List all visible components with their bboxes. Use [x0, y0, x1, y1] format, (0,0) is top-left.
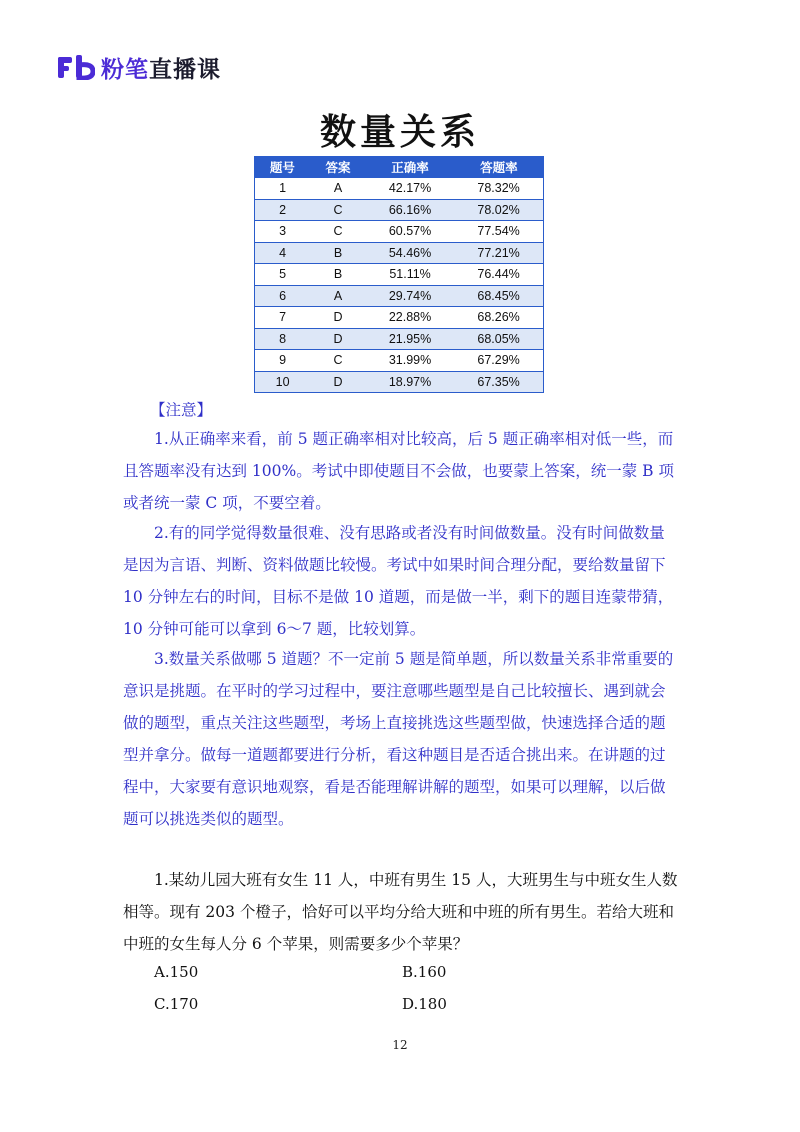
notes-line: 3.数量关系做哪 5 道题？不一定前 5 题是简单题，所以数量关系非常重要的: [154, 650, 674, 668]
option-a: A.150: [154, 963, 199, 981]
cell-answer: D: [310, 328, 366, 350]
cell-answer: B: [310, 242, 366, 264]
cell-accuracy: 29.74%: [366, 285, 454, 307]
table-row: [255, 264, 544, 286]
option-b: B.160: [402, 963, 447, 981]
cell-answer-rate: 68.05%: [454, 328, 543, 350]
notes-heading: 【注意】: [150, 401, 213, 419]
cell-accuracy: 42.17%: [366, 178, 454, 200]
cell-no: 9: [255, 350, 311, 372]
notes-line: 意识是挑题。在平时的学习过程中，要注意哪些题型是自己比较擅长、遇到就会: [123, 682, 666, 700]
cell-answer: C: [310, 221, 366, 243]
cell-answer: A: [310, 285, 366, 307]
table-row: [255, 221, 544, 243]
notes-paragraph-3: [123, 643, 683, 835]
option-d: D.180: [402, 995, 447, 1013]
notes-line: 10 分钟可能可以拿到 6～7 题，比较划算。: [123, 620, 426, 638]
notes-line: 题可以挑选类似的题型。: [123, 810, 294, 828]
cell-no: 10: [255, 371, 311, 393]
table-row: [255, 199, 544, 221]
cell-answer-rate: 78.02%: [454, 199, 543, 221]
brand-name: 粉笔直播课: [101, 56, 221, 83]
notes-line: 或者统一蒙 C 项，不要空着。: [123, 494, 331, 512]
cell-answer: D: [310, 371, 366, 393]
stats-table: [254, 156, 544, 393]
table-row: [255, 350, 544, 372]
cell-no: 5: [255, 264, 311, 286]
notes-line: 是因为言语、判断、资料做题比较慢。考试中如果时间合理分配，要给数量留下: [123, 556, 666, 574]
cell-answer-rate: 78.32%: [454, 178, 543, 200]
cell-no: 2: [255, 199, 311, 221]
cell-answer: C: [310, 199, 366, 221]
table-row: [255, 328, 544, 350]
notes-line: 10 分钟左右的时间，目标不是做 10 道题，而是做一半，剩下的题目连蒙带猜，: [123, 588, 674, 606]
notes-paragraph-1: [123, 423, 683, 519]
cell-accuracy: 31.99%: [366, 350, 454, 372]
brand-logo: [57, 52, 221, 82]
cell-accuracy: 18.97%: [366, 371, 454, 393]
question-line: 相等。现有 203 个橙子，恰好可以平均分给大班和中班的所有男生。若给大班和: [123, 903, 674, 921]
cell-answer-rate: 67.29%: [454, 350, 543, 372]
header-answer-rate: 答题率: [454, 157, 543, 178]
section-title: 数量关系: [319, 112, 480, 153]
cell-no: 1: [255, 178, 311, 200]
cell-no: 3: [255, 221, 311, 243]
cell-accuracy: 66.16%: [366, 199, 454, 221]
table-row: [255, 178, 544, 200]
question-line: 1.某幼儿园大班有女生 11 人，中班有男生 15 人，大班男生与中班女生人数: [154, 871, 678, 889]
table-row: [255, 242, 544, 264]
fb-logo-icon: [57, 54, 95, 80]
cell-answer-rate: 67.35%: [454, 371, 543, 393]
question-1: [123, 864, 683, 960]
cell-answer-rate: 77.21%: [454, 242, 543, 264]
notes-line: 2.有的同学觉得数量很难、没有思路或者没有时间做数量。没有时间做数量: [154, 524, 665, 542]
cell-answer: A: [310, 178, 366, 200]
cell-answer: C: [310, 350, 366, 372]
cell-accuracy: 54.46%: [366, 242, 454, 264]
cell-answer: D: [310, 307, 366, 329]
table-row: [255, 285, 544, 307]
header-accuracy: 正确率: [366, 157, 454, 178]
notes-paragraph-2: [123, 517, 683, 645]
cell-no: 4: [255, 242, 311, 264]
cell-no: 7: [255, 307, 311, 329]
cell-answer-rate: 77.54%: [454, 221, 543, 243]
table-header-row: [255, 157, 544, 178]
cell-answer-rate: 68.26%: [454, 307, 543, 329]
notes-line: 型并拿分。做每一道题都要进行分析，看这种题目是否适合挑出来。在讲题的过: [123, 746, 666, 764]
cell-accuracy: 21.95%: [366, 328, 454, 350]
question-line: 中班的女生每人分 6 个苹果，则需要多少个苹果？: [123, 935, 469, 953]
cell-accuracy: 22.88%: [366, 307, 454, 329]
notes-line: 程中，大家要有意识地观察，看是否能理解讲解的题型，如果可以理解，以后做: [123, 778, 666, 796]
table-row: [255, 307, 544, 329]
cell-accuracy: 60.57%: [366, 221, 454, 243]
cell-accuracy: 51.11%: [366, 264, 454, 286]
notes-line: 且答题率没有达到 100%。考试中即使题目不会做，也要蒙上答案，统一蒙 B 项: [123, 462, 674, 480]
cell-no: 6: [255, 285, 311, 307]
notes-line: 做的题型，重点关注这些题型，考场上直接挑选这些题型做，快速选择合适的题: [123, 714, 666, 732]
header-answer: 答案: [310, 157, 366, 178]
cell-answer-rate: 76.44%: [454, 264, 543, 286]
header-question-no: 题号: [255, 157, 311, 178]
cell-answer: B: [310, 264, 366, 286]
table-row: [255, 371, 544, 393]
page-number: 12: [392, 1038, 408, 1052]
cell-no: 8: [255, 328, 311, 350]
cell-answer-rate: 68.45%: [454, 285, 543, 307]
option-c: C.170: [154, 995, 199, 1013]
notes-line: 1.从正确率来看，前 5 题正确率相对比较高，后 5 题正确率相对低一些，而: [154, 430, 674, 448]
